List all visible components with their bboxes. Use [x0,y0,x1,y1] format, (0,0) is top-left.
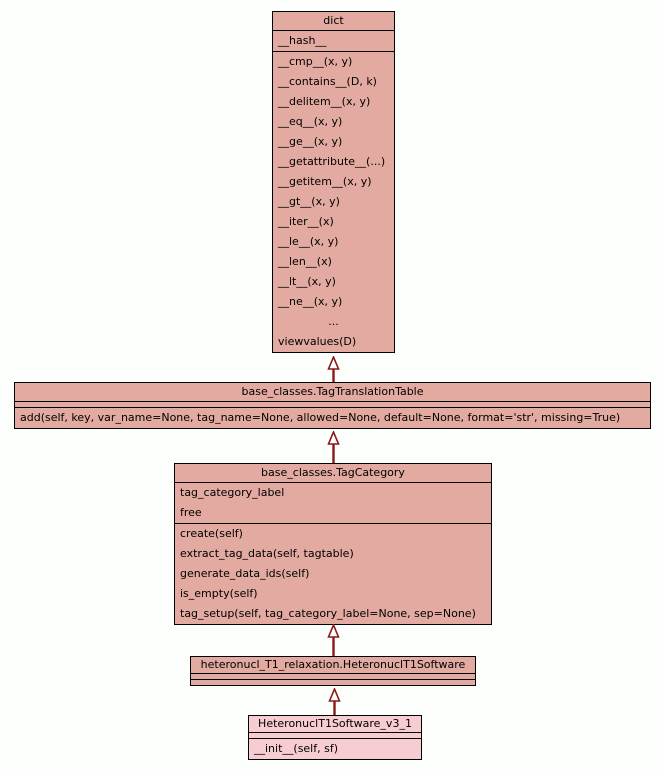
attributes-section [273,30,394,51]
inheritance-arrow-v3-1-heteronuclt1software [328,688,341,715]
method-row: extract_tag_data(self, tagtable) [180,547,354,560]
method-row: __ne__(x, y) [278,295,343,308]
attribute-row: free [180,506,202,519]
ellipsis-row: ... [328,315,339,328]
method-row: __len__(x) [278,255,332,268]
method-row: __ge__(x, y) [278,135,343,148]
class-box-heteronucl-t1-software-v3-1[interactable] [248,715,422,760]
inheritance-arrow-heteronuclt1software-tagcategory [327,624,340,656]
method-row: __lt__(x, y) [278,275,336,288]
attribute-row: tag_category_label [180,486,285,499]
methods-section [15,407,650,428]
method-row: __getitem__(x, y) [278,175,372,188]
class-box-tag-translation-table[interactable] [14,382,651,429]
class-box-dict[interactable] [272,11,395,353]
method-row: __getattribute__(...) [278,155,386,168]
class-title: base_classes.TagCategory [261,466,405,479]
class-box-tag-category[interactable] [174,463,492,625]
methods-section [249,738,421,759]
attribute-row: __hash__ [278,34,327,47]
methods-section [175,523,491,624]
class-title: heteronucl_T1_relaxation.HeteronuclT1Software [200,658,466,671]
method-row: is_empty(self) [180,587,258,600]
class-box-heteronucl-t1-software[interactable] [190,656,476,686]
class-title: base_classes.TagTranslationTable [241,385,424,398]
method-row: __iter__(x) [278,215,334,228]
method-row: __eq__(x, y) [278,115,343,128]
method-row: __cmp__(x, y) [278,55,353,68]
methods-section-empty [191,679,475,685]
method-row: __delitem__(x, y) [278,95,371,108]
inheritance-arrow-tagtranslationtable-dict [327,356,340,382]
method-row: add(self, key, var_name=None, tag_name=None, allowed=None, default=None, format='str', missing=True) [20,411,621,424]
methods-section [273,51,394,352]
method-row: __le__(x, y) [278,235,339,248]
method-row: __contains__(D, k) [278,75,377,88]
method-row: generate_data_ids(self) [180,567,310,580]
method-row: __gt__(x, y) [278,195,340,208]
method-row: create(self) [180,527,243,540]
class-title: dict [323,14,344,27]
inheritance-arrow-tagcategory-tagtranslationtable [327,431,340,463]
attributes-section [175,482,491,523]
method-row: tag_setup(self, tag_category_label=None, sep=None) [180,607,476,620]
class-title: HeteronuclT1Software_v3_1 [258,717,412,730]
method-row: viewvalues(D) [278,335,357,348]
method-row: __init__(self, sf) [254,742,339,755]
